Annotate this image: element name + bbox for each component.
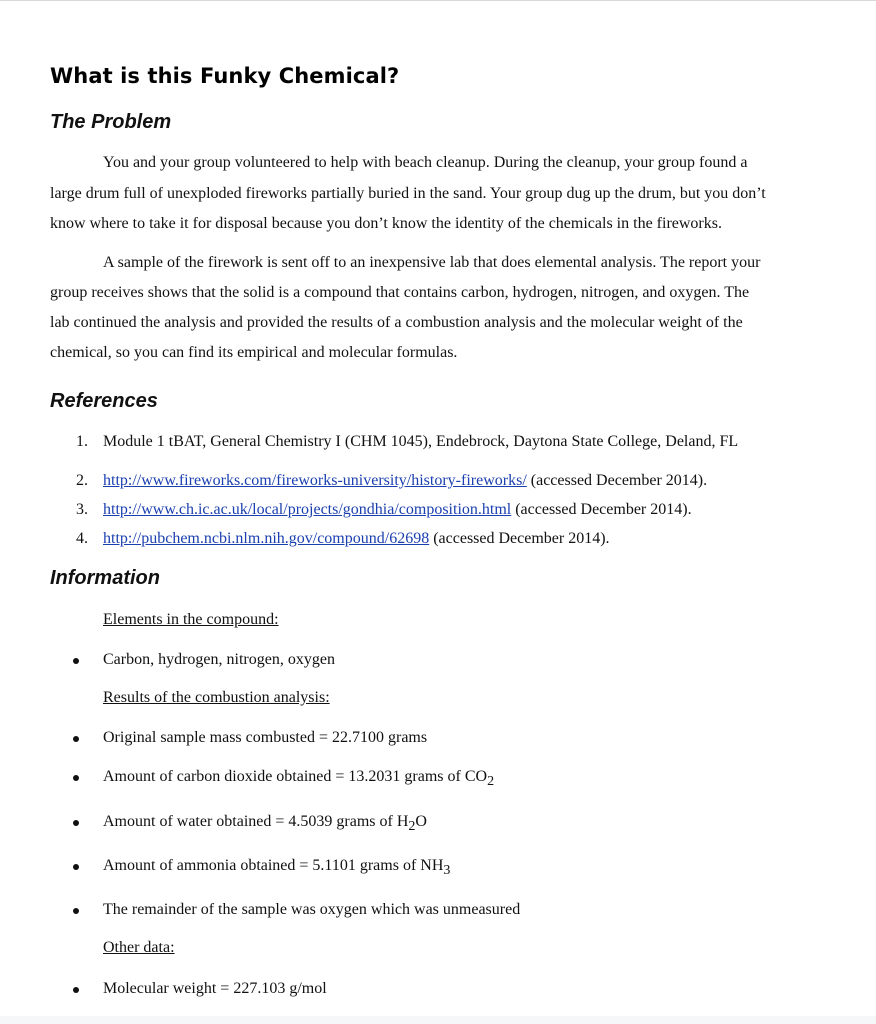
reference-number: 1.	[76, 433, 88, 450]
bullet-icon	[73, 864, 79, 870]
bullet-icon	[73, 820, 79, 826]
reference-4-accessed: (accessed December 2014).	[429, 530, 610, 547]
co2-amount	[103, 768, 495, 789]
heading-references: References	[50, 390, 158, 412]
water-amount	[103, 813, 427, 834]
bullet-icon	[73, 987, 79, 993]
page-bottom-band	[0, 1016, 876, 1024]
water-formula-end: O	[415, 813, 427, 830]
molecular-weight: Molecular weight = 227.103 g/mol	[103, 980, 327, 997]
ammonia-subscript: 3	[443, 863, 451, 878]
heading-the-problem: The Problem	[50, 111, 172, 133]
oxygen-remainder: The remainder of the sample was oxygen which was unmeasured	[103, 901, 521, 918]
reference-number: 2.	[76, 472, 88, 489]
problem-p2-line-2: group receives shows that the solid is a compound that contains carbon, hydrogen, nitrogen, and oxygen. The	[50, 284, 750, 301]
bullet-icon	[73, 658, 79, 664]
reference-4-link[interactable]: http://pubchem.ncbi.nlm.nih.gov/compound/62698	[103, 530, 430, 547]
problem-p1-line-1: You and your group volunteered to help with beach cleanup. During the cleanup, your group found a	[103, 154, 748, 171]
document-title: What is this Funky Chemical?	[50, 64, 400, 88]
problem-p2-line-1: A sample of the firework is sent off to an inexpensive lab that does elemental analysis. The report your	[103, 254, 761, 271]
page-top-border	[0, 0, 876, 1]
ammonia-amount-text: Amount of ammonia obtained = 5.1101 grams of NH	[103, 857, 444, 874]
co2-amount-text: Amount of carbon dioxide obtained = 13.2031 grams of CO	[103, 768, 488, 785]
elements-label: Elements in the compound:	[103, 611, 279, 628]
reference-2	[103, 472, 707, 490]
reference-3-accessed: (accessed December 2014).	[511, 501, 692, 518]
bullet-icon	[73, 908, 79, 914]
reference-2-accessed: (accessed December 2014).	[526, 472, 708, 489]
bullet-icon	[73, 775, 79, 781]
reference-4	[103, 530, 610, 548]
sample-mass: Original sample mass combusted = 22.7100 grams	[103, 729, 428, 746]
ammonia-amount	[103, 857, 451, 878]
reference-1-text: Module 1 tBAT, General Chemistry I (CHM 1045), Endebrock, Daytona State College, Deland, FL	[103, 433, 739, 450]
reference-3-link[interactable]: http://www.ch.ic.ac.uk/local/projects/gondhia/composition.html	[103, 501, 512, 518]
bullet-icon	[73, 736, 79, 742]
reference-2-link[interactable]: http://www.fireworks.com/fireworks-university/history-fireworks/	[103, 472, 527, 489]
elements-value: Carbon, hydrogen, nitrogen, oxygen	[103, 651, 335, 668]
heading-information: Information	[50, 567, 160, 589]
other-data-label: Other data:	[103, 939, 175, 956]
co2-subscript: 2	[487, 774, 495, 789]
reference-number: 4.	[76, 530, 88, 547]
problem-p2-line-3: lab continued the analysis and provided the results of a combustion analysis and the molecular weight of the	[50, 314, 743, 331]
reference-3	[103, 501, 692, 519]
problem-p2-line-4: chemical, so you can find its empirical and molecular formulas.	[50, 344, 458, 361]
water-amount-text: Amount of water obtained = 4.5039 grams of H	[103, 813, 409, 830]
water-subscript: 2	[408, 819, 416, 834]
problem-p1-line-2: large drum full of unexploded fireworks partially buried in the sand. Your group dug up the drum, but you don’t	[50, 185, 766, 202]
combustion-label: Results of the combustion analysis:	[103, 689, 330, 706]
reference-number: 3.	[76, 501, 88, 518]
problem-p1-line-3: know where to take it for disposal because you don’t know the identity of the chemicals in the fireworks.	[50, 215, 722, 232]
